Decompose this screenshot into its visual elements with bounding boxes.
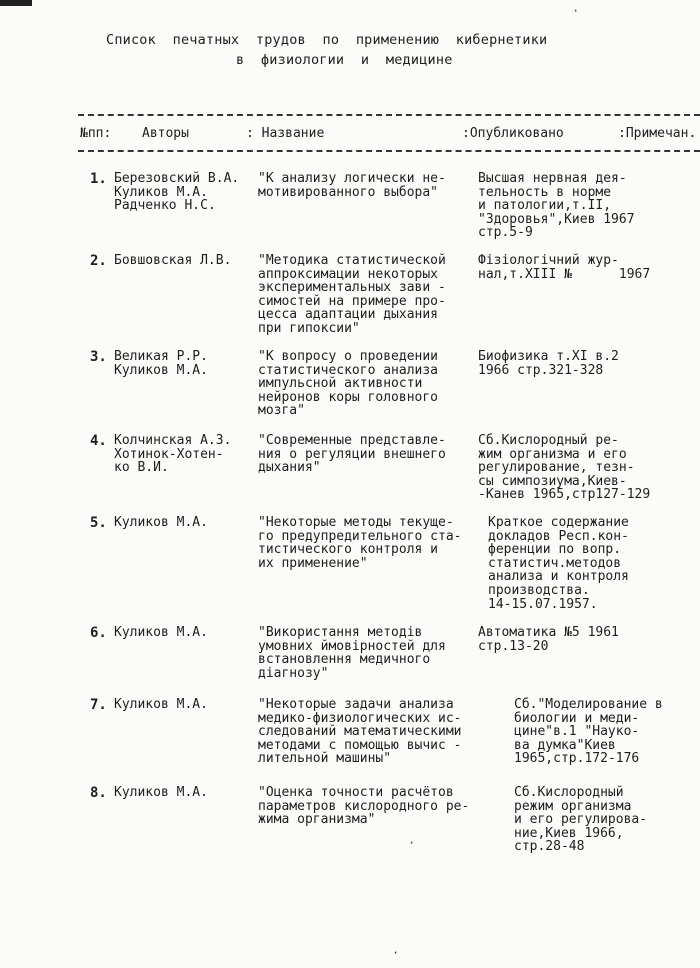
row-published-line: Высшая нервная дея- [478,171,627,186]
row-published [478,350,619,377]
row-published [478,626,619,653]
row-authors-line: Бовшовская Л.В. [114,253,232,268]
row-authors-line: Березовский В.А. [114,171,240,186]
row-title-line: экспериментальных зави - [258,280,446,296]
row-published [478,434,650,502]
row-authors-line: Куликов М.А. [114,515,208,530]
row-title-line: их применение" [258,555,368,571]
row-authors-line: Радченко Н.С. [114,198,216,214]
row-published-line: Сб."Моделирование в [514,697,663,712]
row-title-line: жима организма" [258,812,376,828]
row-title [258,786,469,827]
row-authors [114,626,208,640]
row-published-line: Сб.Кислородный [514,785,624,800]
row-published-line: жим организма и его [478,446,627,462]
row-title-line: медико-физиологических ис- [258,710,462,726]
row-published-line: и его регулирова- [514,812,648,828]
header-authors: Авторы [142,126,189,141]
row-authors-line: ко В.И. [114,460,169,476]
row-authors-line: Хотинок-Хотен- [114,446,224,462]
row-number: 4. [90,433,107,449]
row-title-line: статистического анализа [258,362,439,378]
row-title [258,434,446,475]
row-title-line: "К анализу логически не- [258,171,446,186]
row-published [478,254,650,281]
header-title: : Название [246,126,325,141]
row-title-line: симостей на примере про- [258,293,446,309]
row-authors-line: Колчинская А.З. [114,433,232,448]
row-published-line: ференции по вопр. [488,542,622,558]
row-title [258,626,446,680]
row-published-line: режим организма [514,798,632,814]
ink-blot [0,0,32,6]
row-title-line: "Некоторые задачи анализа [258,697,454,712]
row-published-line: Сб.Кислородный ре- [478,433,619,448]
row-published-line: нал,т.XIII № 1967 [478,266,651,282]
row-title-line: умовних ймовірностей для [258,638,446,654]
row-title-line: "К вопросу о проведении [258,349,439,364]
row-published [514,698,663,766]
row-published-line: ние,Киев 1966, [514,825,624,841]
row-title-line: следований математическими [258,724,462,740]
row-authors-line: Куликов М.А. [114,184,208,200]
row-title-line: мозга" [258,403,305,419]
row-authors [114,516,208,530]
row-number: 3. [90,349,107,365]
row-title-line: аппроксимации некоторых [258,266,439,282]
row-published [488,516,629,611]
header-bottom-rule [78,150,700,152]
row-number: 8. [90,785,107,801]
row-published [478,172,635,240]
row-published-line: Автоматика №5 1961 [478,625,619,640]
row-title-line: "Оценка точности расчётов [258,785,454,800]
row-published-line: 14-15.07.1957. [488,596,598,612]
header-top-rule [78,114,700,116]
row-published-line: статистич.методов [488,555,622,571]
row-number: 5. [90,515,107,531]
row-published-line: 1966 стр.321-328 [478,362,604,378]
ink-speck: · [572,4,580,18]
header-num: №пп: [80,126,112,141]
document-title-line-1: Список печатных трудов по применению кибернетики [106,32,548,48]
row-published-line: анализа и контроля [488,569,629,585]
row-authors-line: Куликов М.А. [114,625,208,640]
row-title-line: ния о регуляции внешнего [258,446,446,462]
row-number: 2. [90,253,107,269]
row-title [258,172,446,199]
row-number: 1. [90,171,107,187]
row-authors [114,254,231,268]
row-published-line: Фізіологічний жур- [478,253,619,268]
row-authors [114,786,208,800]
row-title-line: тистического контроля и [258,542,439,558]
row-published-line: сы симпозиума,Киев- [478,473,627,489]
row-authors-line: Куликов М.А. [114,362,208,378]
row-published-line: стр.28-48 [514,839,585,855]
ink-speck: · [392,946,400,960]
row-title [258,350,438,418]
row-authors [114,350,208,377]
row-title [258,698,462,766]
row-authors [114,434,231,475]
row-published-line: и патологии,т.II, [478,198,612,214]
header-published: :Опубликовано [462,126,564,141]
row-title-line: дыхания" [258,460,321,476]
row-title-line: "Використання методів [258,625,423,640]
row-published-line: Краткое содержание [488,515,629,530]
row-number: 6. [90,625,107,641]
row-published-line: ва думка"Киев [514,737,616,753]
row-authors-line: Куликов М.А. [114,697,208,712]
row-title-line: методами с помощью вычис - [258,737,462,753]
row-title-line: встановлення медичного [258,652,431,668]
row-published-line: 1965,стр.172-176 [514,751,640,767]
row-title-line: мотивированного выбора" [258,184,439,200]
row-published-line: стр.13-20 [478,638,549,654]
ink-speck: · [408,836,416,850]
row-title-line: "Некоторые методы текуще- [258,515,454,530]
row-published-line: производства. [488,582,590,598]
row-published-line: цине"в.1 "Науко- [514,724,640,740]
row-published [514,786,647,854]
row-authors [114,698,208,712]
row-published-line: регулирование, тезн- [478,460,635,476]
row-title-line: "Методика статистической [258,253,446,268]
row-title [258,254,446,336]
row-title-line: го предупредительного ста- [258,528,462,544]
row-published-line: Биофизика т.XI в.2 [478,349,619,364]
row-title-line: при гипоксии" [258,320,360,336]
row-authors [114,172,239,213]
row-published-line: тельность в норме [478,184,612,200]
row-title-line: лительной машины" [258,751,392,767]
row-authors-line: Великая Р.Р. [114,349,208,364]
row-published-line: стр.5-9 [478,225,533,241]
row-title-line: параметров кислородного ре- [258,798,470,814]
row-title-line: "Современные представле- [258,433,446,448]
row-published-line: "Здоровья",Киев 1967 [478,211,635,227]
row-title-line: цесса адаптации дыхания [258,307,439,323]
row-authors-line: Куликов М.А. [114,785,208,800]
row-number: 7. [90,697,107,713]
row-published-line: биологии и меди- [514,710,640,726]
row-title-line: діагнозу" [258,665,329,681]
document-title-line-2: в физиологии и медицине [236,52,453,68]
row-title-line: импульсной активности [258,376,423,392]
header-notes: :Примечан. [618,126,697,141]
row-title-line: нейронов коры головного [258,389,439,405]
row-published-line: -Канев 1965,стр127-129 [478,487,651,503]
row-title [258,516,462,570]
row-published-line: докладов Респ.кон- [488,528,629,544]
